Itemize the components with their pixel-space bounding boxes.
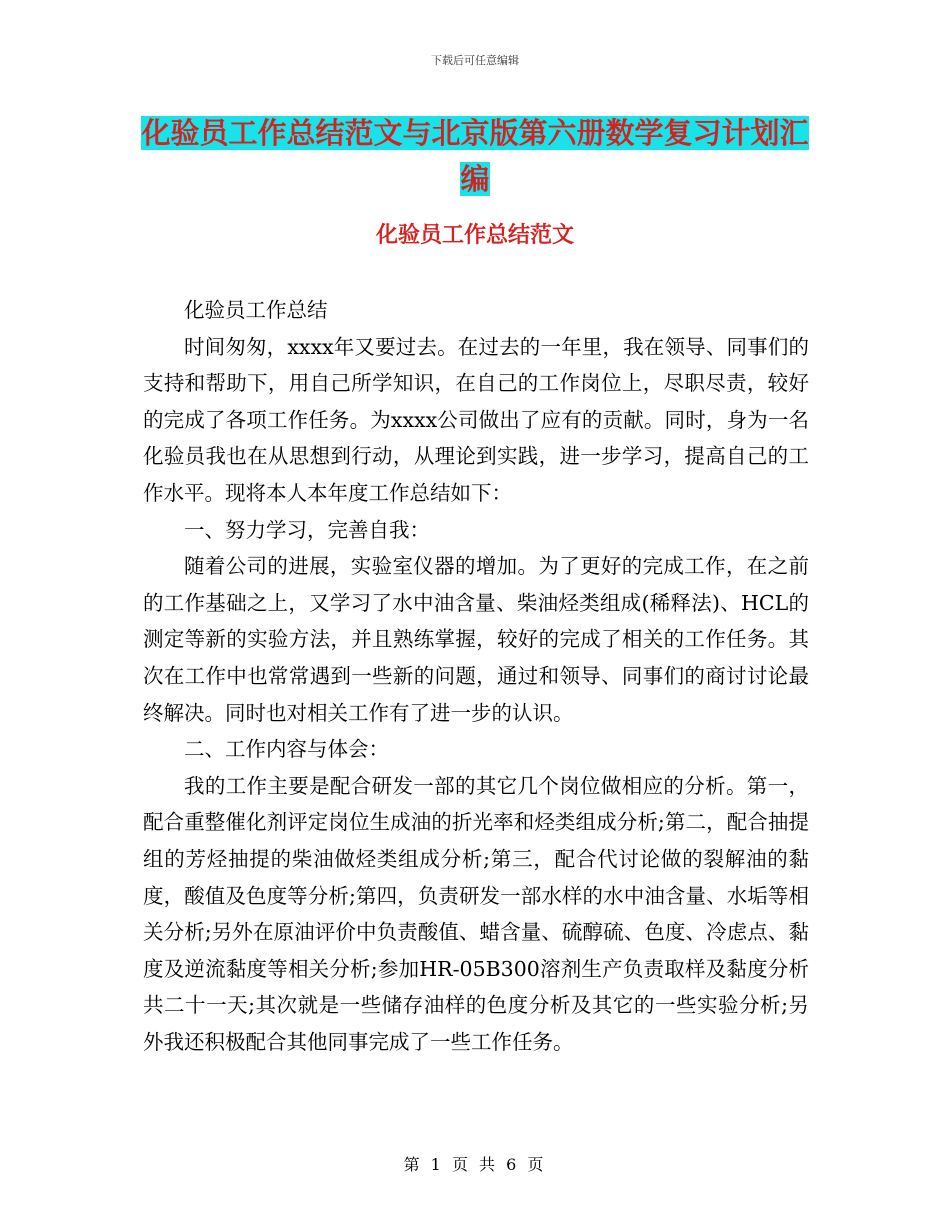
- paragraph: 随着公司的进展，实验室仪器的增加。为了更好的完成工作，在之前的工作基础之上，又学习了水中油含量、柴油烃类组成(稀释法)、HCL的测定等新的实验方法，并且熟练掌握，较好的完成了相关的工作任务。其次在工作中也常常遇到一些新的问题，通过和领导、同事们的商讨讨论最终解决。同时也对相关工作有了进一步的认识。: [143, 554, 809, 725]
- header-note: 下载后可任意编辑: [431, 54, 519, 67]
- paragraph-heading: 二、工作内容与体会：: [184, 737, 389, 762]
- section-title: 化验员工作总结范文: [375, 223, 574, 248]
- document-title-text: 化验员工作总结范文与北京版第六册数学复习计划汇编: [141, 116, 809, 196]
- document-title: [140, 110, 810, 202]
- paragraph: 我的工作主要是配合研发一部的其它几个岗位做相应的分析。第一，配合重整催化剂评定岗位生成油的折光率和烃类组成分析;第二，配合抽提组的芳烃抽提的柴油做烃类组成分析;第三，配合代讨论做的裂解油的黏度，酸值及色度等分析;第四，负责研发一部水样的水中油含量、水垢等相关分析;另外在原油评价中负责酸值、蜡含量、硫醇硫、色度、冷虑点、黏度及逆流黏度等相关分析;参加HR-05B300溶剂生产负责取样及黏度分析共二十一天;其次就是一些储存油样的色度分析及其它的一些实验分析;另外我还积极配合其他同事完成了一些工作任务。: [143, 773, 809, 1054]
- paragraph: 时间匆匆，xxxx年又要过去。在过去的一年里，我在领导、同事们的支持和帮助下，用自己所学知识，在自己的工作岗位上，尽职尽责，较好的完成了各项工作任务。为xxxx公司做出了应有的贡献。同时，身为一名化验员我也在从思想到行动，从理论到实践，进一步学习，提高自己的工作水平。现将本人本年度工作总结如下：: [143, 334, 809, 505]
- document-body: [143, 292, 809, 1060]
- paragraph: 化验员工作总结: [184, 298, 328, 322]
- paragraph-heading: 一、努力学习，完善自我：: [184, 517, 430, 542]
- page-footer: 第 1 页 共 6 页: [403, 1155, 547, 1174]
